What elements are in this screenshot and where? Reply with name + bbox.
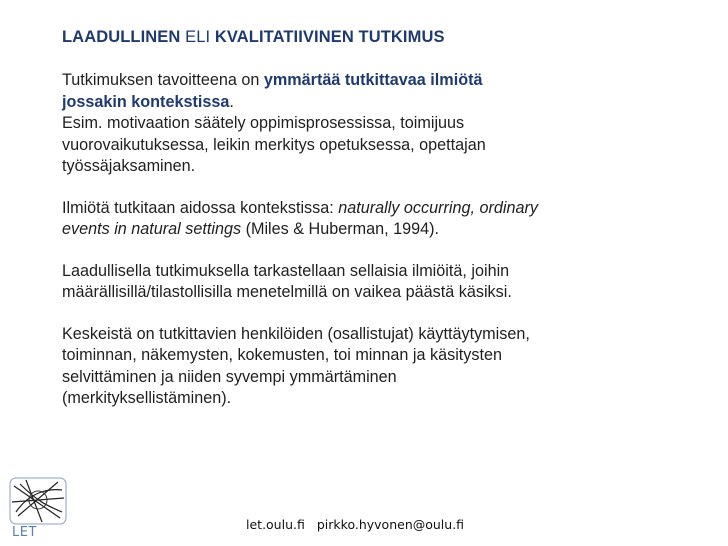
title-part-3: KVALITATIIVINEN TUTKIMUS: [214, 28, 445, 46]
context-citation: (Miles & Huberman, 1994).: [241, 220, 440, 238]
footer-site-link[interactable]: let.oulu.fi: [246, 517, 305, 532]
slide-title: [62, 28, 445, 47]
slide-body: [62, 70, 542, 430]
logo-text: LET: [12, 525, 37, 540]
title-part-2: ELI: [180, 28, 215, 46]
goal-emphasis: ymmärtää tutkittavaa ilmiötä jossakin kontekstissa: [62, 71, 483, 111]
footer: [246, 517, 464, 532]
paragraph-context: [62, 198, 542, 241]
key-points-text: Keskeistä on tutkittavien henkilöiden (osallistujat) käyttäytymisen, toiminnan, näkemysten, kokemusten, toi minnan ja käsitysten selvittäminen ja niiden syvempi ymmärtäminen (merkityksellistäminen).: [62, 324, 530, 407]
phenomena-text: Laadullisella tutkimuksella tarkastellaan sellaisia ilmiöitä, joihin määrällisillä/tilastollisilla menetelmillä on vaikea päästä käsiksi.: [62, 261, 512, 301]
goal-period: .: [229, 92, 234, 111]
context-text: Ilmiötä tutkitaan aidossa kontekstissa:: [62, 198, 339, 217]
goal-examples: Esim. motivaation säätely oppimisprosessissa, toimijuus vuorovaikutuksessa, leikin merkitys opetuksessa, opettajan työssäjaksaminen.: [62, 114, 486, 175]
paragraph-phenomena: [62, 261, 542, 304]
paragraph-goal: [62, 70, 542, 178]
goal-text: Tutkimuksen tavoitteena on: [62, 71, 264, 89]
title-part-1: LAADULLINEN: [62, 28, 181, 46]
context-quote: naturally occurring, ordinary events in natural settings: [62, 198, 538, 238]
footer-email-link[interactable]: pirkko.hyvonen@oulu.fi: [316, 517, 465, 532]
paragraph-key-points: [62, 324, 542, 410]
